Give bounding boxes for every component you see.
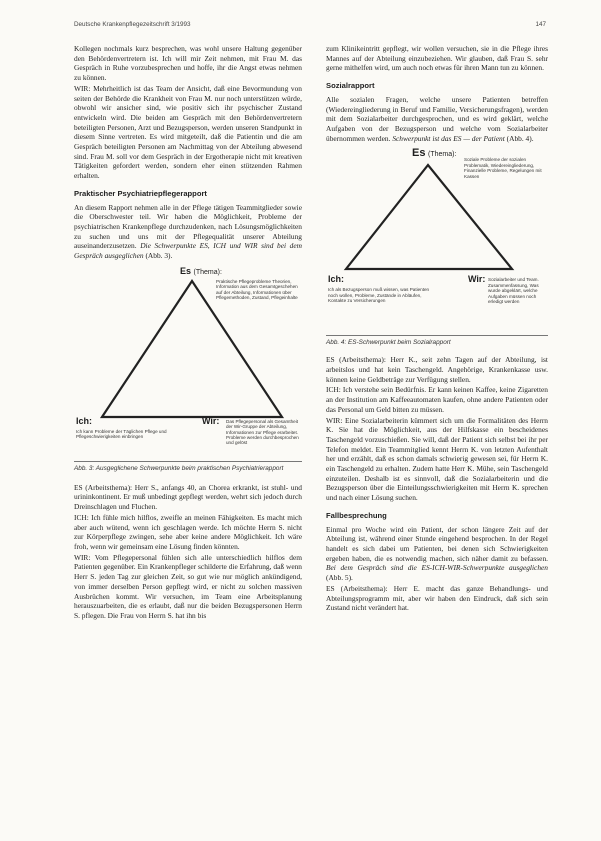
section-heading-case-review: Fallbesprechung xyxy=(326,510,387,520)
wir-label: Wir: xyxy=(468,274,486,285)
paragraph: Kollegen nochmals kurz besprechen, was wohl unsere Haltung gegenüber den Behördenvertretern ist. Ich will mir Zeit nehmen, mit Frau M. das Gespräch in Ruhe vorzubesprechen und hoffe, ihr die Angst etwas nehmen zu können. xyxy=(74,44,302,83)
figure-3 xyxy=(74,265,302,477)
paragraph-emphasis: Bei dem Gespräch sind die ES-ICH-WIR-Schwerpunkte ausgeglichen xyxy=(326,563,548,573)
right-column xyxy=(326,44,548,614)
journal-title: Deutsche Krankenpflegezeitschrift 3/1993 xyxy=(74,21,191,28)
wir-note: Sozialarbeiter und Team. Zusammenfassung, Was wurde abgeklärt, welche Aufgaben müssen noch erledigt werden xyxy=(488,277,539,304)
page-number: 147 xyxy=(535,21,546,28)
triangle-shape xyxy=(346,165,512,269)
paragraph: WIR: Eine Sozialarbeiterin kümmert sich um die Formalitäten des Herrn K. Sie hat die Möglichkeit, aus der Hilfskasse ein bescheidenes Taschengeld vorzuschießen. Sie will, daß der Patient sich selbst bei ihr per Telefon meldet. Ein Teammitglied kennt Herrn K. von letzten Aufenthalt her und erzählt, daß es schon damals schwierig gewesen sei, für Herrn K. ein Taschengeld zu erhalten. Zudem hatte Herr K. Mühe, sein Taschengeld einzuteilen. Deshalb ist es sinnvoll, daß die Sozialarbeiterin und die Bezugsperson über die Einteilungsschwierigkeiten mit Herrn K. sprechen und nach einer Lösung suchen. xyxy=(326,415,548,503)
es-label: Es (Thema): xyxy=(412,147,457,160)
paragraph: ICH: Ich fühle mich hilflos, zweifle an meinen Fähigkeiten. Es macht mich aber auch wütend, wenn ich geschlagen werde. Ich möchte Herrn S. nicht zur Körperpflege zwingen, sehe aber keine andere Möglichkeit. Ich wäre froh, wenn wir gemeinsam eine Lösung finden könnten. xyxy=(74,512,302,551)
wir-label: Wir: xyxy=(202,415,220,426)
paragraph-text: Einmal pro Woche wird ein Patient, der schon längere Zeit auf der Abteilung ist, während einer Stunde eingehend besprochen. In der Regel handelt es sich dabei um Patienten, bei denen sich Schwierigkeiten ergeben haben, die es notwendig machen, sich näher damit zu befassen. xyxy=(326,524,548,563)
paragraph: ES (Arbeitsthema): Herr K., seit zehn Tagen auf der Abteilung, ist arbeitslos und hat kein Taschengeld. Angehörige, Krankenkasse usw. können keine Geldbeträge zur Verfügung stellen. xyxy=(326,355,548,384)
paragraph-text: (Abb. 5). xyxy=(326,573,353,583)
paragraph xyxy=(326,525,548,583)
paragraph xyxy=(326,95,548,144)
page-header xyxy=(74,21,546,33)
wir-note: Das Pflegepersonal als Gesamtheit der Wir-Gruppe der Abteilung, Informationen zur Pflege erarbeitet. Probleme werden durchbesprochen und gelöst xyxy=(226,418,299,446)
left-column xyxy=(74,44,302,622)
paragraph-text: (Abb. 3). xyxy=(145,251,173,261)
ich-label: Ich: xyxy=(328,274,345,285)
paragraph: WIR: Vom Pflegepersonal fühlen sich alle unterschiedlich hilflos dem Patienten gegenüber. Ein Krankenpfleger schilderte die Erfahrung, daß wenn Herr S. jeden Tag zur gleichen Zeit, so gut wie nur möglich ankündigend, von immer derselben Person gepflegt wird, er nicht zu solchen massiven Ausbrüchen kommt. Wir versuchen, im Team eine Arbeitsplanung herauszuarbeiten, die es erlaubt, daß nur die beiden Bezugspersonen Herrn S. pflegen. Die Frau von Herrn S. hat ihn bis xyxy=(74,552,302,620)
ich-note: Ich als Bezugsperson muß wissen, was Patienten noch wollen, Probleme, Zustände in Abläufen, Kontakte zu Versicherungen xyxy=(328,287,430,304)
section-heading-psychiatry: Praktischer Psychiatriepflegerapport xyxy=(74,188,207,198)
figure-4-caption: Abb. 4: ES-Schwerpunkt beim Sozialrapport xyxy=(326,335,548,348)
paragraph xyxy=(74,203,302,261)
ich-note: Ich kann Probleme der Täglichen Pflege und Pflegeschwierigkeiten einbringen xyxy=(76,428,167,440)
figure-4 xyxy=(326,147,548,349)
ich-label: Ich: xyxy=(76,415,93,426)
paragraph-text: An diesem Rapport nehmen alle in der Pflege tätigen Teammitglieder sowie die Oberschwester teil. Wir haben die Möglichkeit, Probleme der psychiatrischen Krankenpflege durchzudenken, nach Lösungsmöglichkeiten zu suchen und uns mit der Pflegequalität unserer Abteilung auseinanderzusetzen. xyxy=(74,202,302,251)
paragraph-text: (Abb. 4). xyxy=(506,133,534,143)
paragraph: ICH: Ich verstehe sein Bedürfnis. Er kann keinen Kaffee, keine Zigaretten an der Institution am Kaffeeautomaten kaufen, ohne andere Patienten oder das Personal um Geld bitten zu müssen. xyxy=(326,385,548,414)
es-note: Soziale Probleme der sozialen Problematik, Wiedereingliederung, Finanzielle Probleme, Regelungen mit Kassen xyxy=(464,157,542,179)
paragraph: ES (Arbeitsthema): Herr S., anfangs 40, an Chorea erkrankt, ist stuhl- und urininkontinent. Er muß unbedingt gepflegt werden, wehrt sich jedoch durch Dreinschlagen und Fluchen. xyxy=(74,482,302,512)
paragraph: WIR: Mehrheitlich ist das Team der Ansicht, daß eine Bevormundung von seiten der Behörde die Krankheit von Frau M. nur noch unterstützen würde, obwohl wir ansicher sind, wie positiv sich ihr psychischer Zustand entwickeln wird. Die beiden am Gespräch mit den Behördenvertretern beteiligten Personen, Arzt und Bezugsperson, werden unseren Standpunkt in diesem Sinne vertreten. Es wird mitgeteilt, daß die Patientin und die am Gespräch beteiligten Personen am Nachmittag von der Abteilung abwesend sind. Frau M. soll vor dem Gespräch in der Ergotherapie nicht mit kreativen Tätigkeiten gefordert werden, sondern eher einen stützenden Rahmen erhalten. xyxy=(74,83,302,181)
paragraph-text: Alle sozialen Fragen, welche unsere Patienten betreffen (Wiedereingliederung in Beruf und Familie, Versicherungsfragen), werden mit dem Sozialarbeiter durchgesprochen, und es wird geklärt, welche Aufgaben von der Bezugsperson und welche vom Sozialarbeiter übernommen werden. xyxy=(326,94,548,143)
triangle-shape xyxy=(102,281,282,417)
figure-3-caption: Abb. 3: Ausgeglichene Schwerpunkte beim praktischen Psychiatrierapport xyxy=(74,461,302,474)
paragraph-emphasis: Die Schwerpunkte ES, ICH und WIR sind bei dem Gespräch ausgeglichen xyxy=(74,241,302,261)
es-note: Praktische Pflegeprobleme Theorien, Information aus dem Gesamtgeschehen auf der Abteilung, Informationen über Pflegemethoden, Zustand, Pflegeinhalte xyxy=(216,278,298,300)
paragraph-emphasis: Schwerpunkt ist das ES — der Patient xyxy=(392,133,505,143)
paragraph: zum Klinikeintritt gepflegt, wir wollen versuchen, sie in die Pflege ihres Mannes auf der Abteilung einzubeziehen. Wir glauben, daß Frau S. sehr gerne mithelfen wird, um auch noch etwas für ihren Mann tun zu können. xyxy=(326,44,548,73)
paragraph: ES (Arbeitsthema): Herr E. macht das ganze Behandlungs- und Abteilungsprogramm mit, aber wir haben den Eindruck, daß sich sein Zustand nicht verändert hat. xyxy=(326,583,548,613)
section-heading-social: Sozialrapport xyxy=(326,81,375,91)
es-label: Es (Thema): xyxy=(180,265,222,276)
